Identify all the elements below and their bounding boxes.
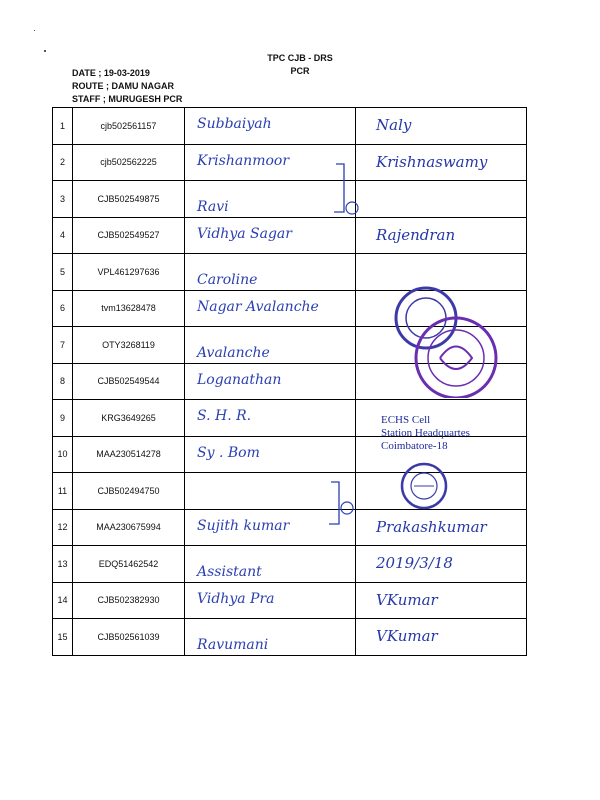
signature: Naly (376, 116, 412, 134)
recipient-name-cell (185, 290, 356, 327)
signature: VKumar (376, 590, 438, 609)
table-row (53, 473, 527, 510)
signature-cell (356, 582, 527, 619)
serial-number: 5 (53, 254, 73, 291)
signature-cell (356, 144, 527, 181)
signature: 2019/3/18 (376, 554, 453, 572)
handwritten-name: Sy . Bom (197, 444, 260, 461)
serial-number: 8 (53, 363, 73, 400)
serial-number: 2 (53, 144, 73, 181)
recipient-name-cell (185, 436, 356, 473)
title-line-1: TPC CJB - DRS (267, 53, 333, 63)
consignment-id: OTY3268119 (73, 327, 185, 364)
echs-line-1: ECHS Cell (381, 414, 431, 426)
serial-number: 7 (53, 327, 73, 364)
serial-number: 11 (53, 473, 73, 510)
serial-number: 15 (53, 619, 73, 656)
serial-number: 6 (53, 290, 73, 327)
scan-speck (34, 30, 35, 31)
recipient-name-cell (185, 363, 356, 400)
signature: VKumar (376, 627, 438, 645)
handwritten-name: Loganathan (197, 371, 282, 388)
signature-cell (356, 509, 527, 546)
recipient-name-cell (185, 327, 356, 364)
table-row (53, 546, 527, 583)
handwritten-name: Krishanmoor (197, 152, 290, 169)
echs-stamp (381, 414, 470, 453)
signature: Krishnaswamy (376, 152, 488, 171)
serial-number: 13 (53, 546, 73, 583)
recipient-name-cell (185, 254, 356, 291)
consignment-id: CJB502561039 (73, 619, 185, 656)
title-line-2: PCR (290, 66, 310, 76)
consignment-id: CJB502549544 (73, 363, 185, 400)
consignment-id: CJB502382930 (73, 582, 185, 619)
signature-cell (356, 217, 527, 254)
handwritten-name: Subbaiyah (197, 116, 272, 132)
serial-number: 14 (53, 582, 73, 619)
consignment-id: CJB502494750 (73, 473, 185, 510)
serial-number: 4 (53, 217, 73, 254)
echs-line-2: Station Headquartes (381, 427, 470, 439)
handwritten-name: Sujith kumar (197, 517, 290, 534)
staff-field: STAFF ; MURUGESH PCR (72, 94, 183, 104)
consignment-id: KRG3649265 (73, 400, 185, 437)
consignment-id: MAA230675994 (73, 509, 185, 546)
consignment-id: VPL461297636 (73, 254, 185, 291)
table-row (53, 181, 527, 218)
bracket-mark (325, 478, 355, 534)
signature-cell (356, 619, 527, 656)
table-row (53, 217, 527, 254)
recipient-name-cell (185, 108, 356, 145)
recipient-name-cell (185, 400, 356, 437)
route-field: ROUTE ; DAMU NAGAR (72, 81, 174, 91)
table-row (53, 144, 527, 181)
serial-number: 10 (53, 436, 73, 473)
signature-cell (356, 181, 527, 218)
consignment-id: EDQ51462542 (73, 546, 185, 583)
serial-number: 1 (53, 108, 73, 145)
handwritten-name: Ravumani (197, 637, 269, 653)
table-row (53, 108, 527, 145)
handwritten-name: Ravi (197, 199, 229, 215)
recipient-name-cell (185, 217, 356, 254)
serial-number: 3 (53, 181, 73, 218)
signature: Rajendran (376, 225, 456, 244)
handwritten-name: Avalanche (197, 345, 270, 361)
consignment-id: cjb502562225 (73, 144, 185, 181)
security-seal-stamp (378, 280, 498, 398)
recipient-name-cell (185, 582, 356, 619)
table-row (53, 619, 527, 656)
bank-round-stamp (400, 462, 448, 510)
serial-number: 12 (53, 509, 73, 546)
recipient-name-cell (185, 619, 356, 656)
handwritten-name: Nagar Avalanche (197, 298, 319, 315)
echs-line-3: Coimbatore-18 (381, 440, 448, 452)
date-field: DATE ; 19-03-2019 (72, 68, 150, 78)
handwritten-name: Vidhya Sagar (197, 225, 292, 242)
signature-cell (356, 546, 527, 583)
handwritten-name: Assistant (197, 564, 262, 580)
handwritten-name: S. H. R. (197, 408, 252, 424)
scan-speck (44, 50, 46, 52)
consignment-id: cjb502561157 (73, 108, 185, 145)
signature-cell (356, 108, 527, 145)
recipient-name-cell (185, 546, 356, 583)
serial-number: 9 (53, 400, 73, 437)
consignment-id: tvm13628478 (73, 290, 185, 327)
handwritten-name: Vidhya Pra (197, 590, 275, 607)
bracket-mark (330, 160, 360, 220)
consignment-id: CJB502549875 (73, 181, 185, 218)
consignment-id: CJB502549527 (73, 217, 185, 254)
signature: Prakashkumar (376, 517, 487, 536)
table-row (53, 509, 527, 546)
handwritten-name: Caroline (197, 272, 258, 288)
table-row (53, 582, 527, 619)
consignment-id: MAA230514278 (73, 436, 185, 473)
